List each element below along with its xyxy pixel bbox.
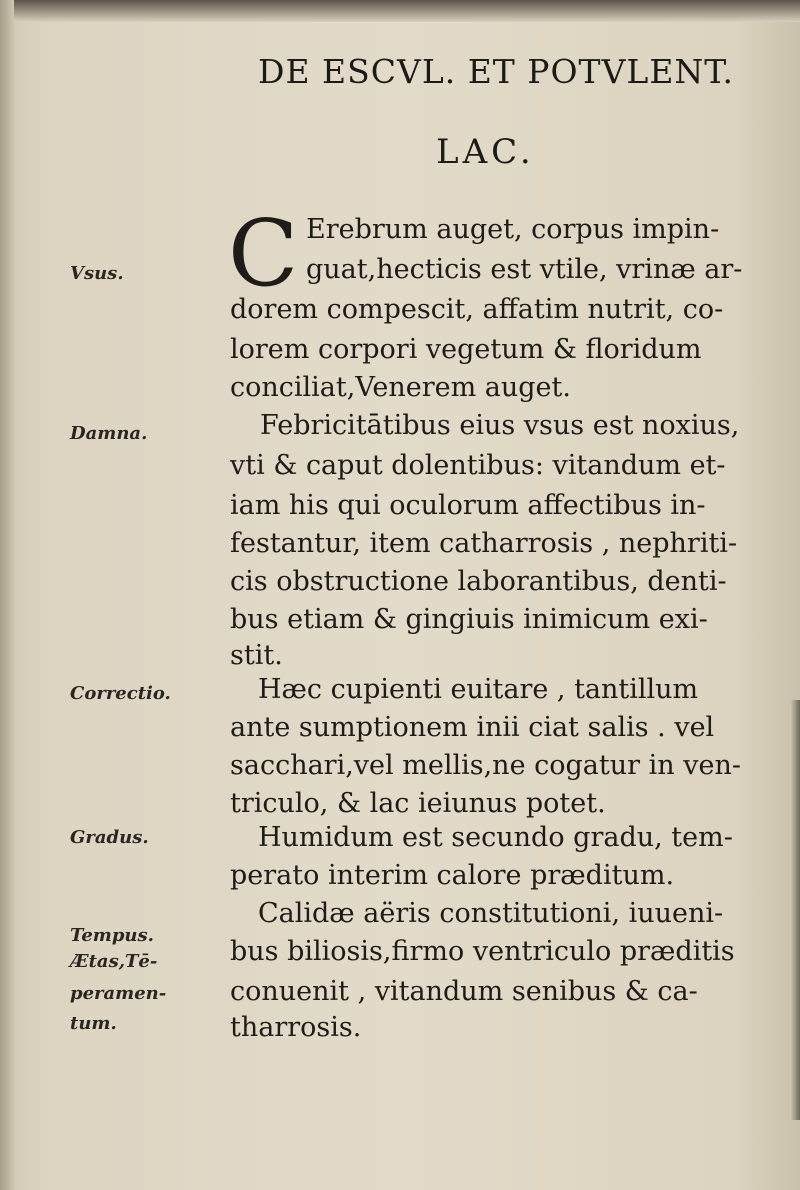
margin-note-usus: Vsus. <box>70 263 124 284</box>
text-line: cis obstructione laborantibus, denti- <box>230 566 727 597</box>
margin-note-aetas: Ætas,Tē- <box>70 951 158 972</box>
text-line: Calidæ aëris constitutioni, iuueni- <box>258 898 724 929</box>
margin-note-gradus: Gradus. <box>70 827 149 848</box>
margin-note-tempus: Tempus. <box>70 925 154 946</box>
text-line: festantur, item catharrosis , nephriti- <box>230 528 738 559</box>
text-line: iam his qui oculorum affectibus in- <box>230 490 706 521</box>
text-line: guat,hecticis est vtile, vrinæ ar- <box>306 254 743 285</box>
text-line: tharrosis. <box>230 1012 362 1043</box>
text-line: lorem corpori vegetum & floridum <box>230 334 702 365</box>
margin-note-damna: Damna. <box>70 423 148 444</box>
text-line: vti & caput dolentibus: vitandum et- <box>230 450 726 481</box>
running-head: DE ESCVL. ET POTVLENT. <box>258 52 734 91</box>
text-line: dorem compescit, affatim nutrit, co- <box>230 294 724 325</box>
text-line: stit. <box>230 640 283 671</box>
text-line: bus biliosis,firmo ventriculo præditis <box>230 936 735 967</box>
text-line: conuenit , vitandum senibus & ca- <box>230 976 698 1007</box>
text-line: conciliat,Venerem auget. <box>230 372 571 403</box>
text-line: perato interim calore præditum. <box>230 860 675 891</box>
page-gutter-edge <box>0 0 14 1190</box>
text-line: Erebrum auget, corpus impin- <box>306 214 720 245</box>
text-line: sacchari,vel mellis,ne cogatur in ven- <box>230 750 741 781</box>
text-line: triculo, & lac ieiunus potet. <box>230 788 606 819</box>
text-line: Hæc cupienti euitare , tantillum <box>258 674 699 705</box>
text-line: Humidum est secundo gradu, tem- <box>258 822 733 853</box>
text-line: Febricitātibus eius vsus est noxius, <box>260 410 740 441</box>
margin-note-correctio: Correctio. <box>70 683 171 704</box>
drop-cap: C <box>228 200 299 307</box>
margin-note-peramen: peramen- <box>70 983 167 1004</box>
page-top-edge <box>0 0 800 22</box>
text-line: bus etiam & gingiuis inimicum exi- <box>230 604 708 635</box>
text-line: ante sumptionem inii ciat salis . vel <box>230 712 715 743</box>
margin-note-tum: tum. <box>70 1013 117 1034</box>
section-title: LAC. <box>436 132 535 172</box>
